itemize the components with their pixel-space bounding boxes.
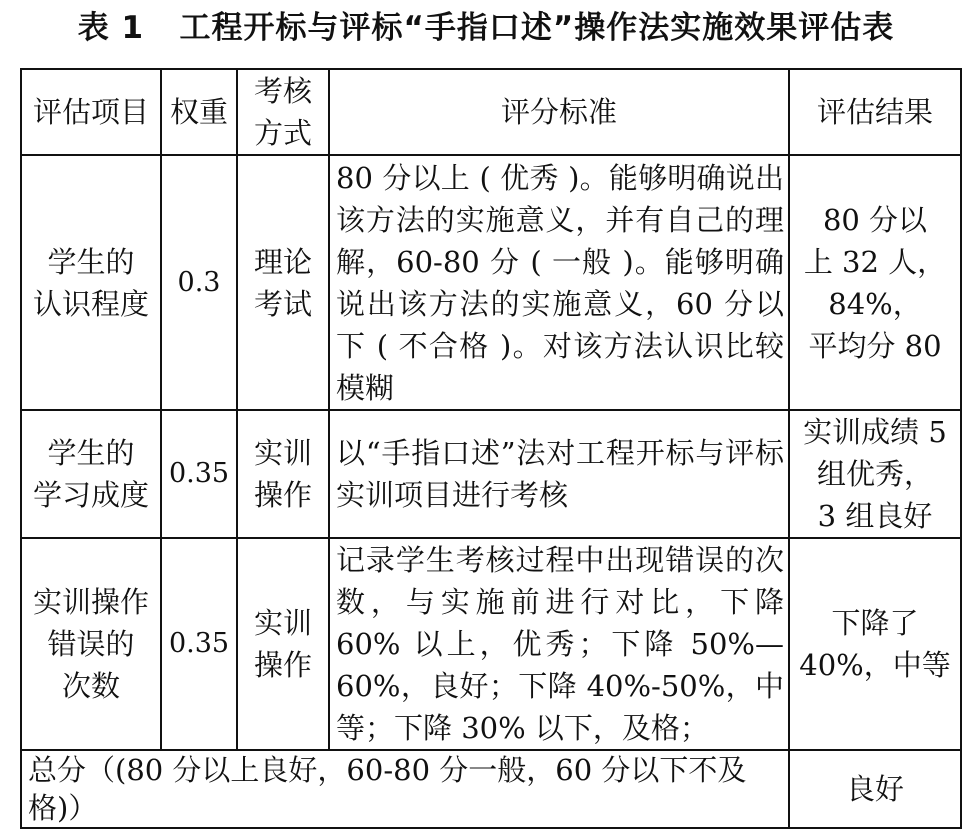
row-method [237,410,329,538]
row-item [21,538,161,750]
header-weight: 权重 [161,69,237,155]
row-result-line1: 下降了 [831,606,919,640]
row-item-line1: 实训操作 [32,585,149,619]
table-title: 表 1 工程开标与评标“手指口述”操作法实施效果评估表 [77,10,895,46]
row-item [21,410,161,538]
header-result: 评估结果 [789,69,961,155]
row-criteria: 以“手指口述”法对工程开标与评标实训项目进行考核 [329,410,789,538]
row-criteria: 80 分以上 ( 优秀 )。能够明确说出该方法的实施意义，并有自己的理解，60-80 分 ( 一般 )。能够明确说出该方法的实施意义，60 分以下 ( 不合格 )。对该方法认识比较模糊 [329,155,789,410]
table-row [21,538,961,750]
row-result-line3: 3 组良好 [817,499,933,533]
row-method [237,155,329,410]
evaluation-table [20,68,962,829]
row-method-line1: 理论 [253,244,312,279]
header-row [21,69,961,155]
row-method-line2: 考试 [253,286,312,321]
row-weight: 0.35 [161,538,237,750]
row-criteria: 记录学生考核过程中出现错误的次数，与实施前进行对比，下降 60% 以上，优秀；下降 50%—60%，良好；下降 40%-50%，中等；下降 30% 以下，及格； [329,538,789,750]
total-label: 总分（(80 分以上良好，60-80 分一般，60 分以下不及格)） [21,750,789,828]
row-result-line3: 84%， [828,286,922,321]
total-row [21,750,961,828]
row-item-line1: 学生的 [47,436,135,470]
row-item-line2: 错误的 [47,627,135,661]
table-row [21,155,961,410]
header-method-line1: 考核 [253,74,312,108]
row-result-line2: 上 32 人， [803,244,947,279]
row-result [789,538,961,750]
row-weight: 0.3 [161,155,237,410]
header-method-line2: 方式 [253,116,312,150]
row-result [789,410,961,538]
row-method-line1: 实训 [253,436,312,470]
row-method-line1: 实训 [253,606,312,640]
row-result-line1: 80 分以 [822,202,928,237]
row-item-line2: 认识程度 [32,286,149,321]
row-item-line1: 学生的 [47,244,135,279]
header-criteria: 评分标准 [329,69,789,155]
table-row [21,410,961,538]
row-item-line2: 学习成度 [32,478,149,512]
row-result-line1: 实训成绩 5 [803,415,947,449]
header-method [237,69,329,155]
row-method [237,538,329,750]
row-result [789,155,961,410]
row-method-line2: 操作 [253,648,312,682]
row-method-line2: 操作 [253,478,312,512]
row-item-line3: 次数 [61,669,120,703]
row-result-line4: 平均分 80 [808,328,942,363]
row-result-line2: 40%，中等 [799,648,951,682]
header-item: 评估项目 [21,69,161,155]
total-result: 良好 [789,750,961,828]
row-result-line2: 组优秀， [816,457,933,491]
row-item [21,155,161,410]
row-weight: 0.35 [161,410,237,538]
